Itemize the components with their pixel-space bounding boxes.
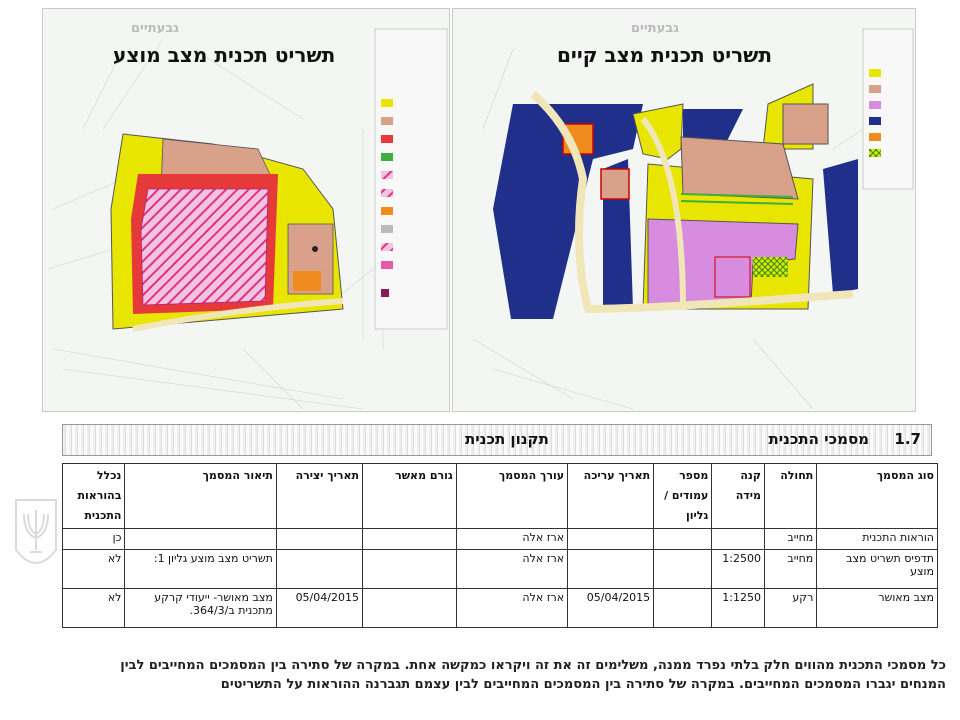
cell-edit-date	[568, 550, 654, 589]
proposed-plan-map	[42, 8, 450, 412]
col-doc-type: סוג המסמך	[817, 464, 938, 529]
cell-pages	[654, 550, 712, 589]
col-pages: מספר עמודים / גליון	[654, 464, 712, 529]
col-applicability: תחולה	[764, 464, 816, 529]
cell-edit-date: 05/04/2015	[568, 589, 654, 628]
cell-applicability: מחייב	[764, 529, 816, 550]
col-edit-date: תאריך עריכה	[568, 464, 654, 529]
table-header-row	[63, 464, 938, 529]
cell-editor: ארז אלה	[456, 589, 567, 628]
cell-doc-type: הוראות התכנית	[817, 529, 938, 550]
section-header	[62, 424, 932, 456]
section-number: 1.7	[894, 430, 921, 448]
plan-documents-table	[62, 463, 938, 628]
cell-creation-date	[276, 529, 362, 550]
cell-editor: ארז אלה	[456, 529, 567, 550]
cell-scale: 1:2500	[712, 550, 765, 589]
table-row	[63, 550, 938, 589]
cell-approver	[362, 589, 456, 628]
section-subtitle: תקנון תכנית	[465, 430, 549, 448]
section-title: מסמכי התכנית	[768, 430, 869, 448]
cell-pages	[654, 589, 712, 628]
table-row	[63, 529, 938, 550]
col-creation-date: תאריך יצירה	[276, 464, 362, 529]
cell-applicability: רקע	[764, 589, 816, 628]
cell-description	[125, 529, 276, 550]
existing-plan-title: תשריט תכנית מצב קיים	[557, 43, 772, 67]
cell-included: לא	[63, 550, 125, 589]
col-included: נכלל בהוראות התכנית	[63, 464, 125, 529]
col-editor: עורך המסמך	[456, 464, 567, 529]
footer-note	[40, 656, 946, 694]
cell-applicability: מחייב	[764, 550, 816, 589]
cell-editor: ארז אלה	[456, 550, 567, 589]
map-header-city: גבעתיים	[131, 21, 179, 36]
cell-creation-date: 05/04/2015	[276, 589, 362, 628]
cell-approver	[362, 550, 456, 589]
existing-plan-map	[452, 8, 916, 412]
col-scale: קנה מידה	[712, 464, 765, 529]
cell-doc-type: תדפיס תשריט מצב מוצע	[817, 550, 938, 589]
cell-approver	[362, 529, 456, 550]
proposed-plan-title: תשריט תכנית מצב מוצע	[113, 43, 336, 67]
col-approver: גורם מאשר	[362, 464, 456, 529]
cell-description: מצב מאושר- ייעודי קרקע מתכנית ב/364/3.	[125, 589, 276, 628]
cell-description: תשריט מצב מוצע גליון 1:	[125, 550, 276, 589]
map-header-city: גבעתיים	[631, 21, 679, 36]
cell-included: לא	[63, 589, 125, 628]
cell-scale: 1:1250	[712, 589, 765, 628]
footer-note-line-2: המנחים יגברו המסמכים המחייבים. במקרה של סתירה בין המסמכים המחייבים לבין עצמם תגברנה ההוראות על התשריטים	[220, 677, 946, 692]
cell-included: כן	[63, 529, 125, 550]
cell-creation-date	[276, 550, 362, 589]
cell-edit-date	[568, 529, 654, 550]
cell-pages	[654, 529, 712, 550]
proposed-plan-drawing	[43, 9, 449, 411]
col-description: תיאור המסמך	[125, 464, 276, 529]
footer-note-line-1: כל מסמכי התכנית מהווים חלק בלתי נפרד ממנה, משלימים זה את זה ויקראו כמקשה אחת. במקרה של סתירה בין המסמכים המחייבים לבין	[120, 658, 946, 673]
state-emblem-icon	[8, 490, 64, 578]
table-row	[63, 589, 938, 628]
existing-plan-drawing	[453, 9, 915, 411]
cell-scale	[712, 529, 765, 550]
cell-doc-type: מצב מאושר	[817, 589, 938, 628]
